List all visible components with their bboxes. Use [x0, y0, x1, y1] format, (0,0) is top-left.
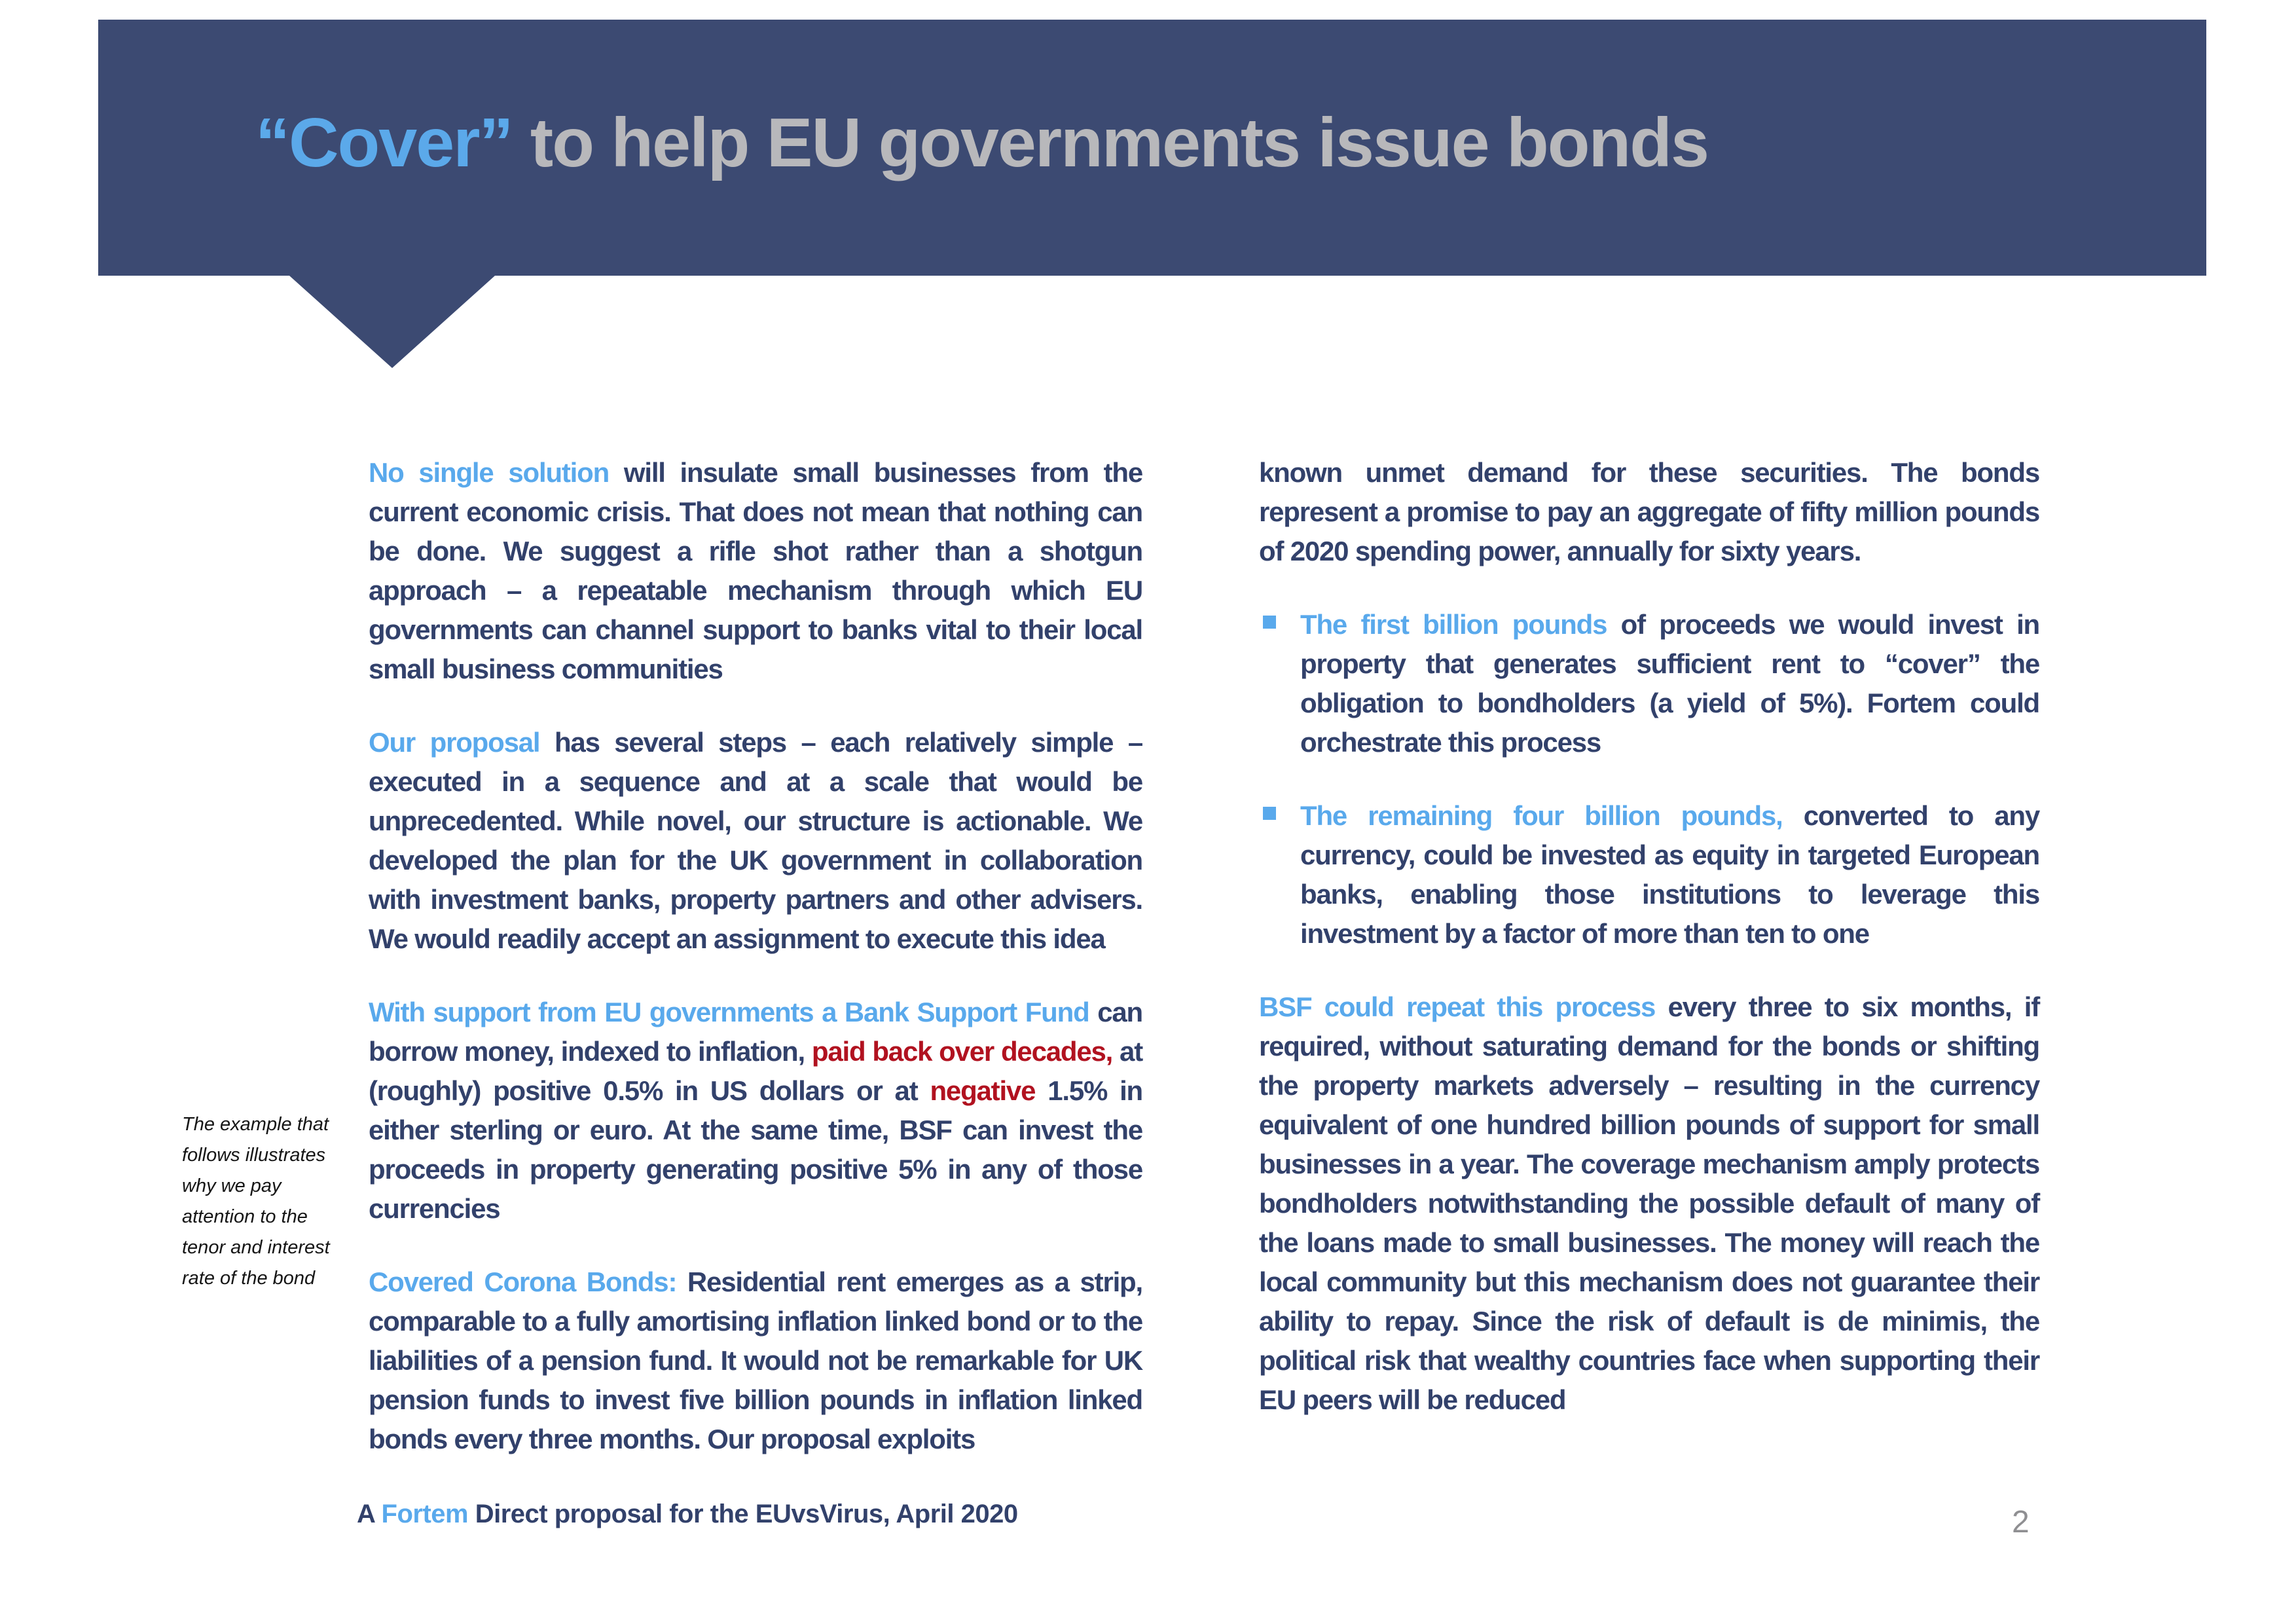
footer-brand: Fortem [381, 1500, 469, 1528]
banner-notch-triangle [289, 276, 495, 368]
bullet-square-icon [1263, 807, 1276, 820]
text-run-blue: Our proposal [369, 727, 555, 758]
bullet-item [1259, 796, 2039, 953]
text-run-blue: The remaining four billion pounds, [1300, 800, 1804, 831]
text-run-body: will insulate small businesses from the current economic crisis. That does not mean that nothing can be done. We suggest a rifle shot rather than a shotgun approach – a repeatable mechanism through which EU governments can channel support to banks vital to their local small business communities [369, 457, 1142, 684]
text-run-body: at (roughly) positive 0.5% in US dollars or at [369, 1036, 1143, 1106]
paragraph [369, 453, 1142, 689]
footer-suffix: Direct proposal for the EUvsVirus, April 2020 [468, 1500, 1018, 1528]
paragraph [369, 993, 1142, 1228]
title-highlight: “Cover” [255, 104, 513, 181]
bullet-item [1259, 605, 2039, 762]
text-run-red: negative [930, 1075, 1036, 1106]
bullet-square-icon [1263, 616, 1276, 629]
text-run-body: known unmet demand for these securities. The bonds represent a promise to pay an aggregate of fifty million pounds of 2020 spending power, annually for sixty years. [1259, 457, 2039, 566]
text-run-body: of proceeds we would invest in property that generates sufficient rent to “cover” the obligation to bondholders (a yield of 5%). Fortem could orchestrate this process [1300, 609, 2039, 758]
bullet-paragraph [1300, 796, 2039, 953]
text-run-body: every three to six months, if required, without saturating demand for the bonds or shifting the property markets adversely – resulting in the currency equivalent of one hundred billion pounds of support for small businesses in a year. The coverage mechanism amply protects bondholders notwithstanding the possible default of many of the loans made to small businesses. The money will reach the local community but this mechanism does not guarantee their ability to repay. Since the risk of default is de minimis, the political risk that wealthy countries face when supporting their EU peers will be reduced [1259, 991, 2039, 1415]
paragraph [369, 1263, 1142, 1459]
title-rest: to help EU governments issue bonds [512, 104, 1708, 181]
text-run-blue: BSF could repeat this process [1259, 991, 1668, 1022]
text-run-body: can borrow money, indexed to inflation, [369, 997, 1142, 1067]
bullet-paragraph [1300, 605, 2039, 762]
text-run-blue: Covered Corona Bonds: [369, 1266, 687, 1297]
page-title [255, 103, 1708, 183]
paragraph [1259, 987, 2039, 1420]
text-run-body: 1.5% in either sterling or euro. At the same time, BSF can invest the proceeds in property generating positive 5% in any of those currencies [369, 1075, 1142, 1224]
paragraph [1259, 453, 2039, 571]
text-run-body: converted to any currency, could be invested as equity in targeted European banks, enabling those institutions to leverage this investment by a factor of more than ten to one [1300, 800, 2040, 949]
text-run-blue: No single solution [369, 457, 624, 488]
footer-line [357, 1498, 1018, 1530]
text-run-body: Residential rent emerges as a strip, comparable to a fully amortising inflation linked bond or to the liabilities of a pension fund. It would not be remarkable for UK pension funds to invest five billion pounds in inflation linked bonds every three months. Our proposal exploits [369, 1266, 1142, 1454]
footer-prefix: A [357, 1500, 382, 1528]
paragraph [369, 723, 1142, 959]
text-run-blue: The first billion pounds [1300, 609, 1621, 640]
page-number: 2 [2012, 1505, 2030, 1540]
margin-note: The example that follows illustrates why we pay attention to the tenor and interest rate of the bond [182, 1114, 330, 1289]
right-column [1259, 453, 2039, 1420]
text-run-blue: With support from EU governments a Bank Support Fund [369, 997, 1098, 1027]
text-run-red: paid back over decades, [811, 1036, 1113, 1067]
left-column [369, 453, 1142, 1459]
text-run-body: has several steps – each relatively simple – executed in a sequence and at a scale that would be unprecedented. While novel, our structure is actionable. We developed the plan for the UK government in collaboration with investment banks, property partners and other advisers. We would readily accept an assignment to execute this idea [369, 727, 1142, 954]
title-banner [98, 20, 2206, 276]
